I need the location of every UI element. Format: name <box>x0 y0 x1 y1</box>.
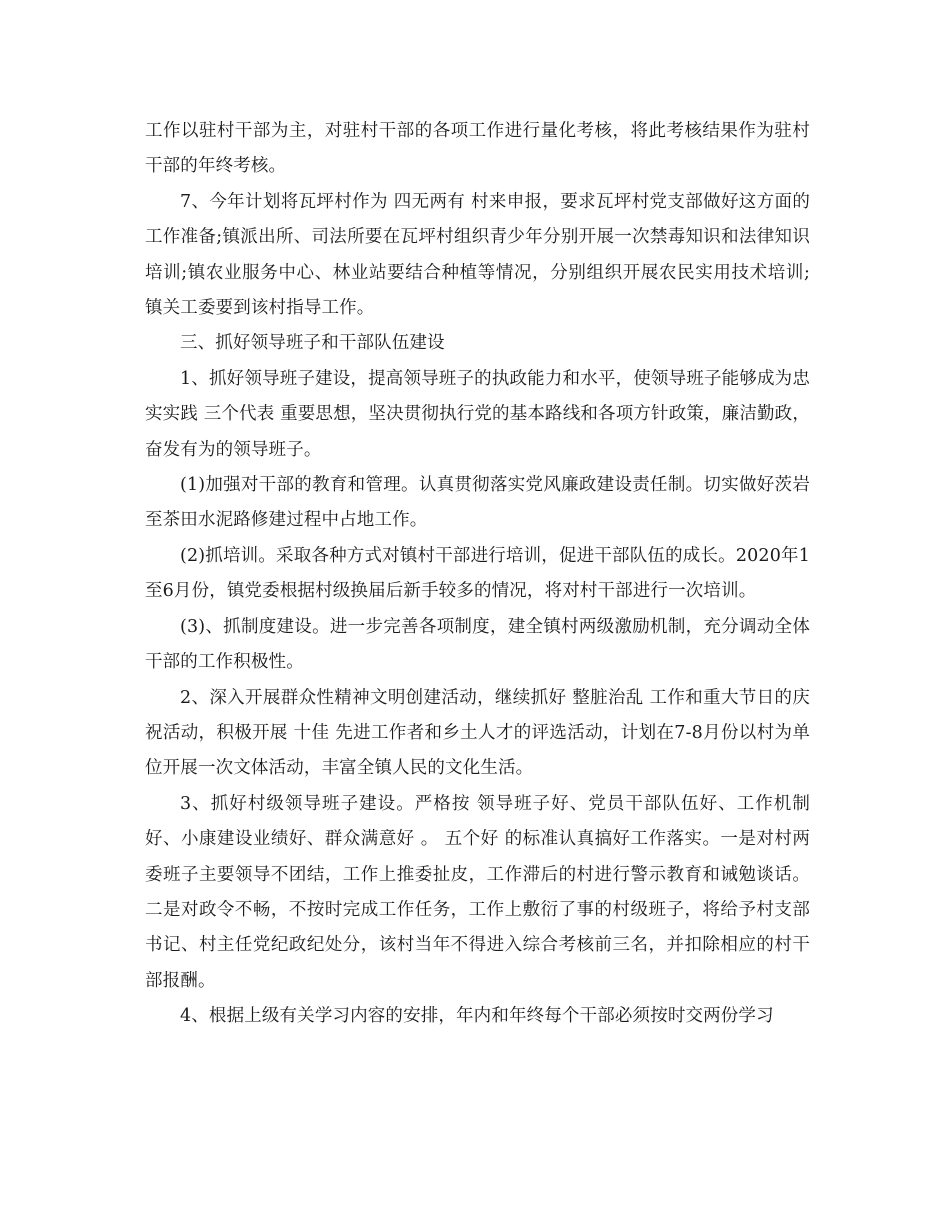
paragraph-7: (3)、抓制度建设。进一步完善各项制度，建全镇村两级激励机制，充分调动全体干部的工作积极性。 <box>145 616 810 673</box>
paragraph-8: 2、深入开展群众性精神文明创建活动，继续抓好 整脏治乱 工作和重大节日的庆祝活动，积极开展 十佳 先进工作者和乡土人才的评选活动，计划在7-8月份以村为单位开展一次文体活动，丰富全镇人民的文化生活。 <box>145 687 810 779</box>
document-body <box>145 114 810 1035</box>
paragraph-10: 4、根据上级有关学习内容的安排，年内和年终每个干部必须按时交两份学习 <box>180 1006 774 1027</box>
paragraph-9: 3、抓好村级领导班子建设。严格按 领导班子好、党员干部队伍好、工作机制好、小康建设业绩好、群众满意好 。 五个好 的标准认真搞好工作落实。一是对村两委班子主要领导不团结，工作上推委扯皮，工作滞后的村进行警示教育和诫勉谈话。二是对政令不畅，不按时完成工作任务，工作上敷衍了事的村级班子，将给予村支部书记、村主任党纪政纪处分，该村当年不得进入综合考核前三名，并扣除相应的村干部报酬。 <box>145 793 810 991</box>
paragraph-6: (2)抓培训。采取各种方式对镇村干部进行培训，促进干部队伍的成长。2020年1至6月份，镇党委根据村级换届后新手较多的情况，将对村干部进行一次培训。 <box>145 545 810 602</box>
paragraph-5: (1)加强对干部的教育和管理。认真贯彻落实党风廉政建设责任制。切实做好茨岩至茶田水泥路修建过程中占地工作。 <box>145 475 810 531</box>
paragraph-4: 1、抓好领导班子建设，提高领导班子的执政能力和水平，使领导班子能够成为忠实实践 三个代表 重要思想，坚决贯彻执行党的基本路线和各项方针政策，廉洁勤政，奋发有为的领导班子。 <box>145 368 810 460</box>
paragraph-1: 工作以驻村干部为主，对驻村干部的各项工作进行量化考核，将此考核结果作为驻村干部的年终考核。 <box>145 121 810 177</box>
section-heading: 三、抓好领导班子和干部队伍建设 <box>180 333 445 354</box>
paragraph-2: 7、今年计划将瓦坪村作为 四无两有 村来申报，要求瓦坪村党支部做好这方面的工作准备;镇派出所、司法所要在瓦坪村组织青少年分别开展一次禁毒知识和法律知识培训;镇农业服务中心、林业站要结合种植等情况，分别组织开展农民实用技术培训;镇关工委要到该村指导工作。 <box>145 191 810 319</box>
